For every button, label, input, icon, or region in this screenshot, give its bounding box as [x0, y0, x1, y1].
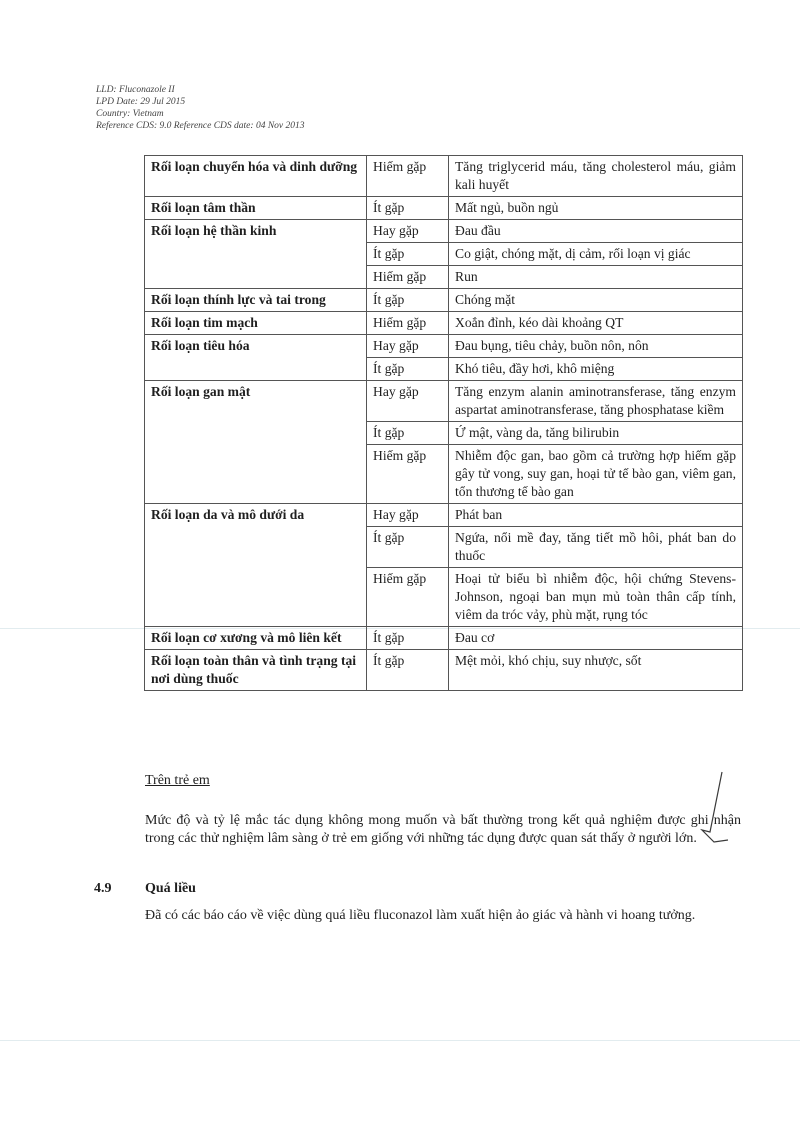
organ-class-cell: Rối loạn cơ xương và mô liên kết: [145, 627, 367, 650]
effect-cell: Phát ban: [449, 504, 743, 527]
effect-cell: Đau bụng, tiêu chảy, buồn nôn, nôn: [449, 335, 743, 358]
pediatric-subtitle: Trên trẻ em: [145, 773, 210, 788]
header-lpd-date: LPD Date: 29 Jul 2015: [96, 97, 186, 107]
table-row: [145, 220, 743, 243]
effect-cell: Ứ mật, vàng da, tăng bilirubin: [449, 422, 743, 445]
frequency-cell: Hiếm gặp: [367, 568, 449, 627]
organ-class-cell: Rối loạn thính lực và tai trong: [145, 289, 367, 312]
organ-class-cell: Rối loạn tiêu hóa: [145, 335, 367, 381]
organ-class-cell: Rối loạn da và mô dưới da: [145, 504, 367, 627]
frequency-cell: Ít gặp: [367, 289, 449, 312]
frequency-cell: Ít gặp: [367, 422, 449, 445]
effect-cell: Chóng mặt: [449, 289, 743, 312]
effect-cell: Đau cơ: [449, 627, 743, 650]
overdose-paragraph: Đã có các báo cáo về việc dùng quá liều fluconazol làm xuất hiện ảo giác và hành vi hoang tưởng.: [145, 908, 696, 923]
table-row: [145, 335, 743, 358]
table-row: [145, 627, 743, 650]
effect-cell: Co giật, chóng mặt, dị cảm, rối loạn vị giác: [449, 243, 743, 266]
effect-cell: Mất ngủ, buồn ngủ: [449, 197, 743, 220]
frequency-cell: Hiếm gặp: [367, 266, 449, 289]
frequency-cell: Hay gặp: [367, 220, 449, 243]
effect-cell: Run: [449, 266, 743, 289]
frequency-cell: Ít gặp: [367, 650, 449, 691]
organ-class-cell: Rối loạn tim mạch: [145, 312, 367, 335]
effect-cell: Khó tiêu, đầy hơi, khô miệng: [449, 358, 743, 381]
table-row: [145, 197, 743, 220]
table-row: [145, 312, 743, 335]
table-row: [145, 650, 743, 691]
table-row: [145, 289, 743, 312]
effect-cell: Ngứa, nổi mề đay, tăng tiết mồ hôi, phát ban do thuốc: [449, 527, 743, 568]
effect-cell: Tăng enzym alanin aminotransferase, tăng enzym aspartat aminotransferase, tăng phosphatase kiềm: [449, 381, 743, 422]
organ-class-cell: Rối loạn toàn thân và tình trạng tại nơi dùng thuốc: [145, 650, 367, 691]
organ-class-cell: Rối loạn gan mật: [145, 381, 367, 504]
organ-class-cell: Rối loạn tâm thần: [145, 197, 367, 220]
table-row: [145, 156, 743, 197]
frequency-cell: Hiếm gặp: [367, 312, 449, 335]
frequency-cell: Ít gặp: [367, 527, 449, 568]
table-row: [145, 504, 743, 527]
section-title: Quá liều: [145, 881, 196, 896]
frequency-cell: Ít gặp: [367, 197, 449, 220]
header-lld: LLD: Fluconazole II: [96, 85, 175, 95]
effect-cell: Hoại tử biểu bì nhiễm độc, hội chứng Stevens-Johnson, ngoại ban mụn mủ toàn thân cấp tính, viêm da tróc vảy, phù mặt, rụng tóc: [449, 568, 743, 627]
effect-cell: Xoắn đỉnh, kéo dài khoảng QT: [449, 312, 743, 335]
effect-cell: Tăng triglycerid máu, tăng cholesterol máu, giảm kali huyết: [449, 156, 743, 197]
section-number: 4.9: [94, 881, 112, 896]
organ-class-cell: Rối loạn chuyển hóa và dinh dưỡng: [145, 156, 367, 197]
frequency-cell: Ít gặp: [367, 627, 449, 650]
effect-cell: Đau đầu: [449, 220, 743, 243]
frequency-cell: Ít gặp: [367, 243, 449, 266]
header-reference-cds: Reference CDS: 9.0 Reference CDS date: 04 Nov 2013: [96, 121, 305, 131]
adverse-effects-table: [144, 155, 743, 691]
header-country: Country: Vietnam: [96, 109, 164, 119]
frequency-cell: Hiếm gặp: [367, 445, 449, 504]
frequency-cell: Hay gặp: [367, 504, 449, 527]
frequency-cell: Hay gặp: [367, 381, 449, 422]
effect-cell: Nhiễm độc gan, bao gồm cả trường hợp hiếm gặp gây tử vong, suy gan, hoại tử tế bào gan, viêm gan, tổn thương tế bào gan: [449, 445, 743, 504]
pediatric-paragraph: Mức độ và tỷ lệ mắc tác dụng không mong muốn và bất thường trong kết quả nghiệm được ghi nhận trong các thử nghiệm lâm sàng ở trẻ em giống với những tác dụng được quan sát thấy ở người lớn.: [145, 813, 741, 846]
frequency-cell: Hay gặp: [367, 335, 449, 358]
frequency-cell: Hiếm gặp: [367, 156, 449, 197]
frequency-cell: Ít gặp: [367, 358, 449, 381]
organ-class-cell: Rối loạn hệ thần kinh: [145, 220, 367, 289]
document-header: [96, 84, 305, 132]
scan-artifact-line: [0, 1040, 800, 1041]
effect-cell: Mệt mỏi, khó chịu, suy nhược, sốt: [449, 650, 743, 691]
table-row: [145, 381, 743, 422]
